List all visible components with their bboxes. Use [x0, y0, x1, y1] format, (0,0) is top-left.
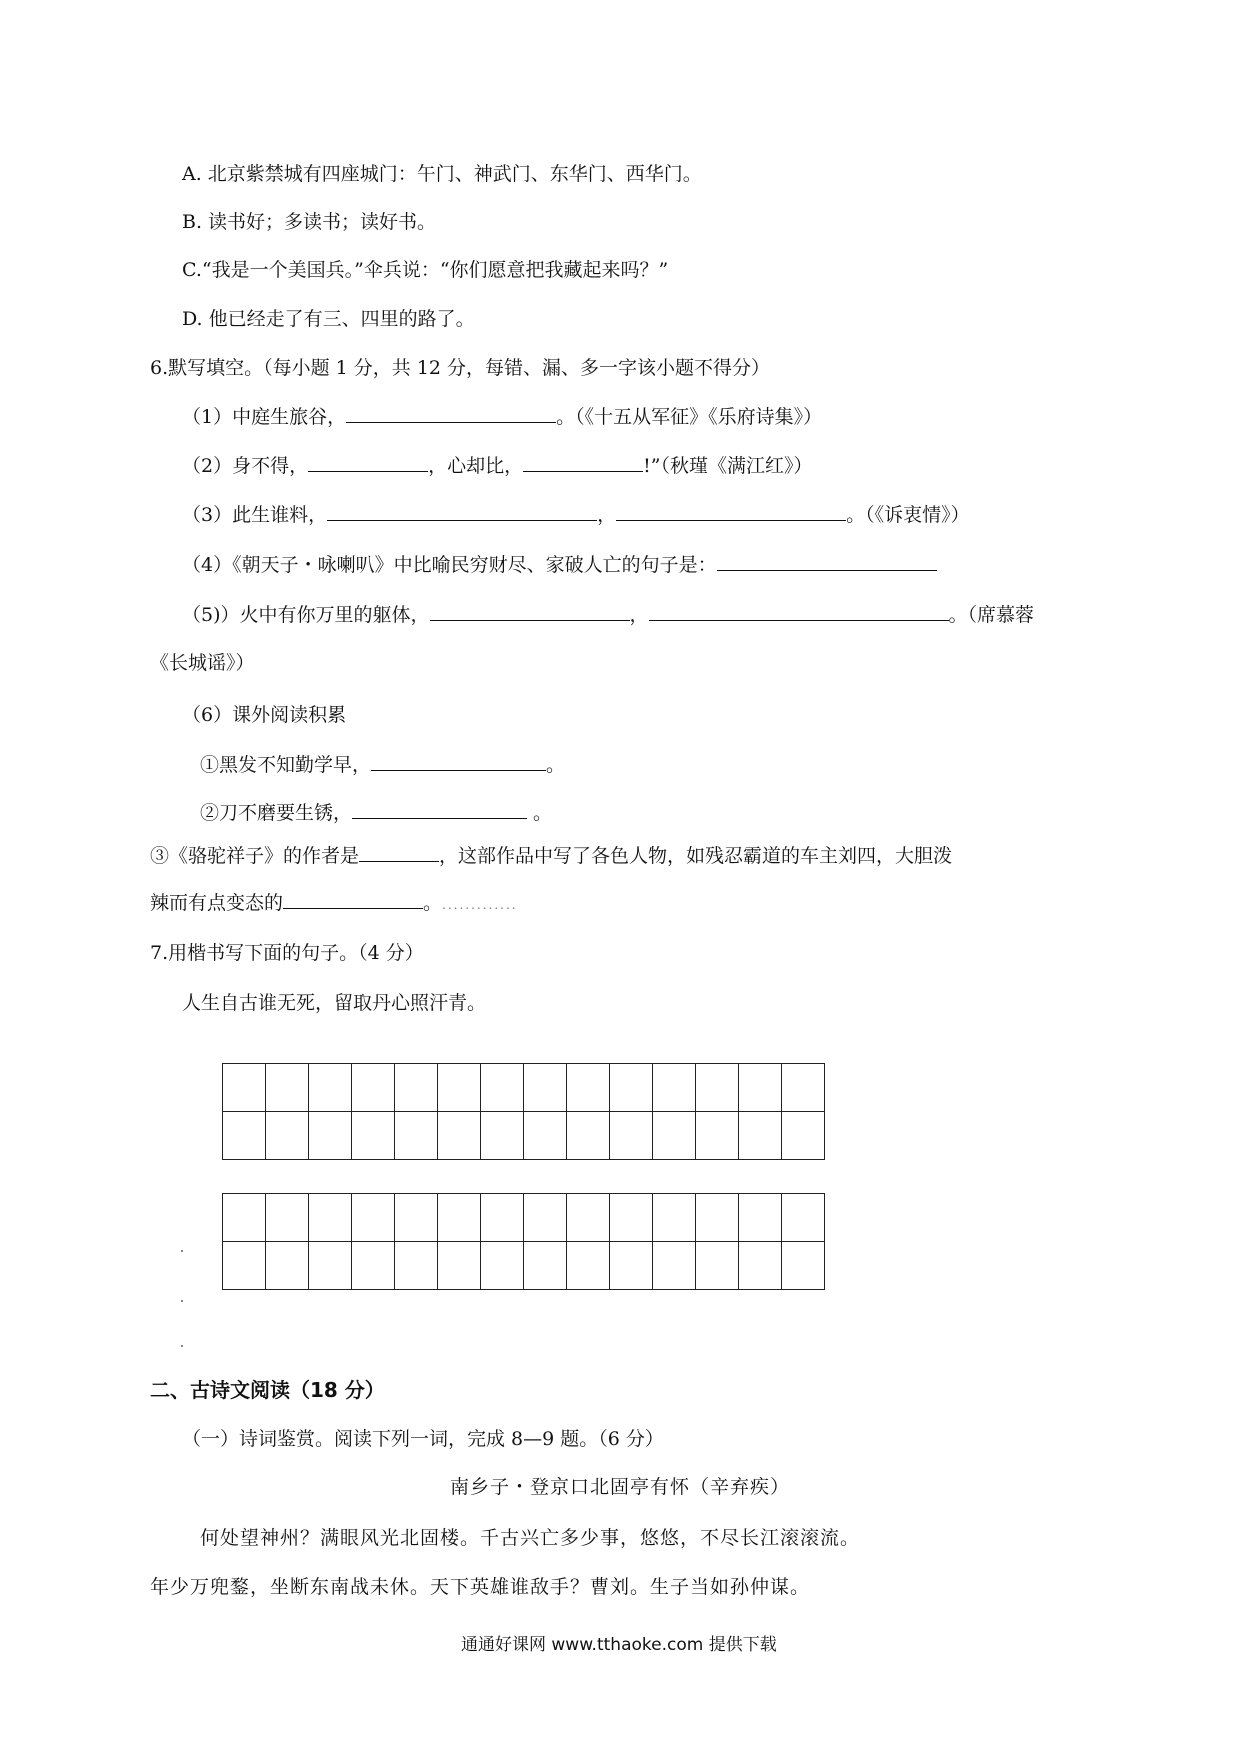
answer-blank[interactable]	[352, 800, 527, 819]
answer-blank[interactable]	[523, 453, 643, 472]
grid-cell[interactable]	[610, 1194, 653, 1242]
dotted-leader: .............	[442, 898, 518, 912]
grid-cell[interactable]	[395, 1194, 438, 1242]
q6-item-6-sub-1	[200, 752, 565, 778]
q6-item-5-middle: ，	[629, 604, 649, 626]
sub-3-prefix: ③《骆驼祥子》的作者是	[150, 845, 360, 867]
poem-line-1: 何处望神州？满眼风光北固楼。千古兴亡多少事，悠悠，不尽长江滚滚流。	[200, 1527, 861, 1549]
q6-item-1-source: 。（《十五从军征》《乐府诗集》）	[556, 406, 823, 428]
grid-row	[223, 1194, 825, 1242]
grid-cell[interactable]	[524, 1064, 567, 1112]
grid-cell[interactable]	[653, 1242, 696, 1290]
grid-cell[interactable]	[352, 1112, 395, 1160]
grid-cell[interactable]	[309, 1064, 352, 1112]
q6-title: 6.默写填空。（每小题 1 分，共 12 分，每错、漏、多一字该小题不得分）	[150, 357, 771, 379]
q6-item-2-source: !”（秋瑾《满江红》）	[643, 455, 813, 477]
grid-cell[interactable]	[481, 1112, 524, 1160]
q6-item-6-sub-3-continuation	[150, 890, 518, 918]
sub-2-suffix: 。	[527, 802, 553, 824]
grid-cell[interactable]	[438, 1064, 481, 1112]
grid-cell[interactable]	[524, 1242, 567, 1290]
grid-cell[interactable]	[739, 1112, 782, 1160]
grid-cell[interactable]	[223, 1112, 266, 1160]
grid-cell[interactable]	[266, 1194, 309, 1242]
grid-cell[interactable]	[481, 1064, 524, 1112]
grid-cell[interactable]	[438, 1194, 481, 1242]
answer-blank[interactable]	[359, 843, 439, 862]
grid-row	[223, 1242, 825, 1290]
q7-title: 7.用楷书写下面的句子。（4 分）	[150, 942, 424, 964]
grid-cell[interactable]	[438, 1112, 481, 1160]
grid-cell[interactable]	[395, 1064, 438, 1112]
writing-grid-2[interactable]	[222, 1193, 825, 1290]
poem-line-2: 年少万兜鍪，坐断东南战未休。天下英雄谁敌手？曹刘。生子当如孙仲谋。	[150, 1576, 811, 1598]
grid-cell[interactable]	[481, 1242, 524, 1290]
q6-item-4	[182, 552, 937, 578]
q6-item-2-prefix: （2）身不得，	[182, 455, 309, 477]
q6-item-2	[182, 453, 812, 479]
sub-3-suffix: 。	[423, 892, 443, 914]
q6-item-1-prefix: （1）中庭生旅谷，	[182, 406, 347, 428]
grid-cell[interactable]	[309, 1194, 352, 1242]
grid-cell[interactable]	[782, 1064, 825, 1112]
q6-item-1	[182, 404, 822, 430]
grid-cell[interactable]	[395, 1242, 438, 1290]
q6-item-5	[182, 602, 1034, 628]
sub-1-prefix: ①黑发不知勤学早，	[200, 754, 372, 776]
q6-item-3-prefix: （3）此生谁料，	[182, 504, 328, 526]
sub-3-cont: 辣而有点变态的	[150, 892, 284, 914]
grid-cell[interactable]	[524, 1112, 567, 1160]
sub-2-prefix: ②刀不磨要生锈，	[200, 802, 353, 824]
option-b: B. 读书好；多读书；读好书。	[182, 211, 437, 233]
answer-blank[interactable]	[371, 752, 546, 771]
section-2-title: 二、古诗文阅读（18 分）	[150, 1378, 385, 1402]
answer-blank[interactable]	[616, 502, 846, 521]
grid-cell[interactable]	[352, 1242, 395, 1290]
grid-cell[interactable]	[438, 1242, 481, 1290]
grid-cell[interactable]	[739, 1064, 782, 1112]
grid-cell[interactable]	[352, 1194, 395, 1242]
option-d: D. 他已经走了有三、四里的路了。	[182, 308, 475, 330]
grid-cell[interactable]	[309, 1112, 352, 1160]
q6-item-5-prefix: （5)）火中有你万里的躯体，	[182, 604, 430, 626]
grid-cell[interactable]	[696, 1112, 739, 1160]
grid-row	[223, 1064, 825, 1112]
answer-blank[interactable]	[308, 453, 428, 472]
grid-row	[223, 1112, 825, 1160]
answer-blank[interactable]	[346, 404, 556, 423]
scan-speck	[181, 1300, 183, 1302]
answer-blank[interactable]	[649, 602, 949, 621]
section-2-subtitle: （一）诗词鉴赏。阅读下列一词，完成 8—9 题。（6 分）	[182, 1428, 664, 1450]
grid-cell[interactable]	[653, 1112, 696, 1160]
writing-grid-1[interactable]	[222, 1063, 825, 1160]
grid-cell[interactable]	[739, 1194, 782, 1242]
scan-speck	[181, 1250, 183, 1252]
grid-cell[interactable]	[782, 1242, 825, 1290]
grid-cell[interactable]	[524, 1194, 567, 1242]
grid-cell[interactable]	[696, 1194, 739, 1242]
poem-title: 南乡子・登京口北固亭有怀（辛弃疾）	[450, 1476, 791, 1498]
grid-cell[interactable]	[223, 1194, 266, 1242]
grid-cell[interactable]	[567, 1242, 610, 1290]
grid-cell[interactable]	[266, 1242, 309, 1290]
q6-item-6-sub-3	[150, 843, 952, 869]
grid-cell[interactable]	[481, 1194, 524, 1242]
q7-sentence: 人生自古谁无死，留取丹心照汗青。	[182, 992, 487, 1014]
grid-cell[interactable]	[782, 1194, 825, 1242]
answer-blank[interactable]	[430, 602, 630, 621]
grid-cell[interactable]	[653, 1064, 696, 1112]
grid-cell[interactable]	[653, 1194, 696, 1242]
grid-cell[interactable]	[567, 1194, 610, 1242]
grid-cell[interactable]	[696, 1064, 739, 1112]
grid-cell[interactable]	[567, 1064, 610, 1112]
q6-item-4-prefix: （4）《朝天子・咏喇叭》中比喻民穷财尽、家破人亡的句子是：	[182, 554, 717, 576]
grid-cell[interactable]	[567, 1112, 610, 1160]
grid-cell[interactable]	[395, 1112, 438, 1160]
grid-cell[interactable]	[610, 1112, 653, 1160]
q6-item-3	[182, 502, 970, 528]
option-a: A. 北京紫禁城有四座城门：午门、神武门、东华门、西华门。	[182, 163, 702, 185]
grid-cell[interactable]	[696, 1242, 739, 1290]
q6-item-3-source: 。（《诉衷情》）	[846, 504, 970, 526]
q6-item-5-continuation: 《长城谣》）	[150, 652, 255, 674]
grid-cell[interactable]	[266, 1112, 309, 1160]
grid-cell[interactable]	[223, 1064, 266, 1112]
grid-cell[interactable]	[782, 1112, 825, 1160]
q6-item-5-source: 。（席慕蓉	[948, 604, 1035, 626]
q6-item-2-middle: ，心却比，	[428, 455, 524, 477]
q6-item-3-middle: ，	[597, 504, 617, 526]
answer-blank[interactable]	[283, 890, 423, 909]
answer-blank[interactable]	[717, 552, 937, 571]
option-c: C.“我是一个美国兵。”伞兵说：“你们愿意把我藏起来吗？”	[182, 259, 669, 281]
grid-cell[interactable]	[266, 1064, 309, 1112]
answer-blank[interactable]	[327, 502, 597, 521]
page-footer: 通通好课网 www.tthaoke.com 提供下载	[461, 1635, 777, 1655]
grid-cell[interactable]	[610, 1064, 653, 1112]
grid-cell[interactable]	[223, 1242, 266, 1290]
q6-item-6-label: （6）课外阅读积累	[182, 704, 347, 726]
grid-cell[interactable]	[739, 1242, 782, 1290]
q6-item-6-sub-2	[200, 800, 552, 826]
grid-cell[interactable]	[309, 1242, 352, 1290]
grid-cell[interactable]	[352, 1064, 395, 1112]
sub-3-middle: ，这部作品中写了各色人物，如残忍霸道的车主刘四，大胆泼	[439, 845, 953, 867]
grid-cell[interactable]	[610, 1242, 653, 1290]
scan-speck	[181, 1345, 183, 1347]
sub-1-suffix: 。	[546, 754, 566, 776]
